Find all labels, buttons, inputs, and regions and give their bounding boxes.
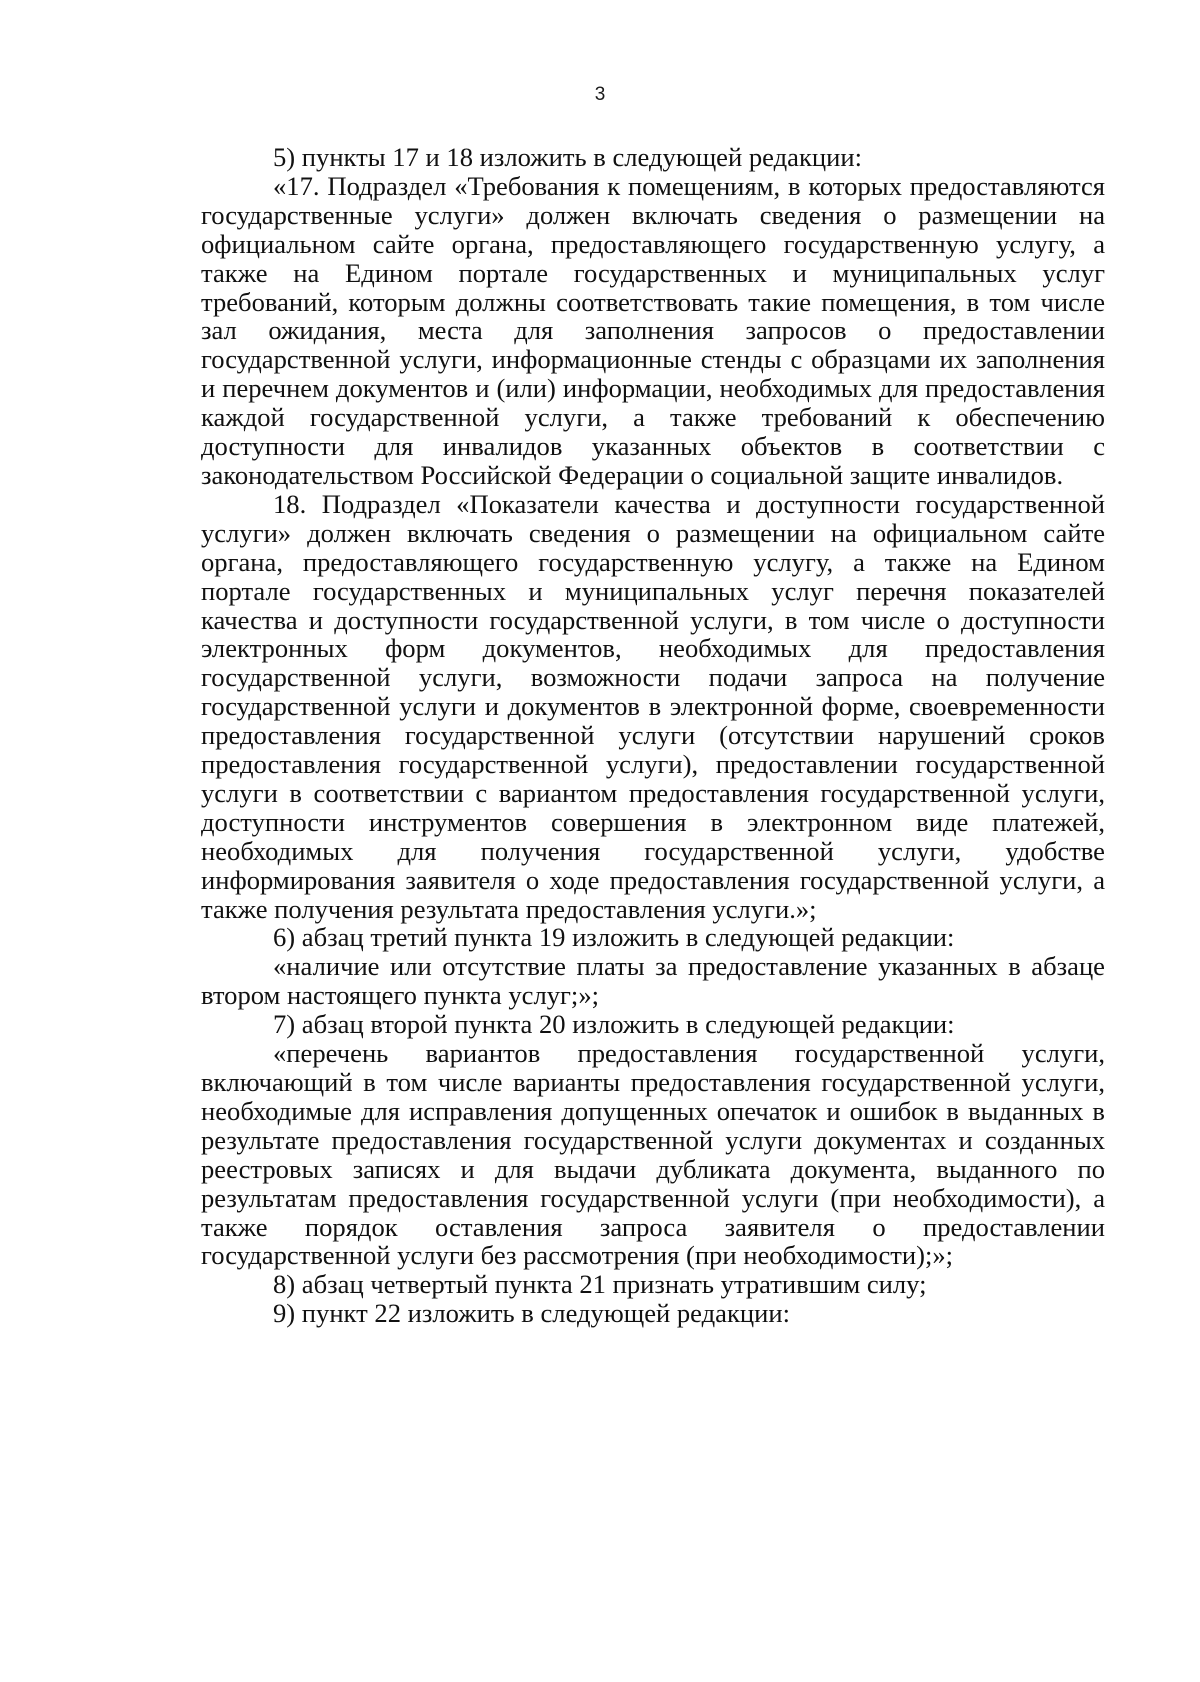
- paragraph-item-7-text: «перечень вариантов предоставления государственной услуги, включающий в том числе варианты предоставления государственной услуги, необходимые для исправления допущенных опечаток и ошибок в выданных в результате предоставления государственной услуги документах и созданных реестровых записях и для выдачи дубликата документа, выданного по результатам предоставления государственной услуги (при необходимости), а также порядок оставления запроса заявителя о предоставлении государственной услуги без рассмотрения (при необходимости);»;: [201, 1038, 1105, 1271]
- paragraph-item-6: 6) абзац третий пункта 19 изложить в следующей редакции:: [273, 922, 955, 953]
- page-number: 3: [594, 84, 606, 105]
- paragraph-item-8: 8) абзац четвертый пункта 21 признать утратившим силу;: [273, 1269, 927, 1300]
- paragraph-item-6-text: «наличие или отсутствие платы за предоставление указанных в абзаце втором настоящего пункта услуг;»;: [201, 951, 1105, 1011]
- document-body: [201, 143, 1105, 1328]
- paragraph-point-17: «17. Подраздел «Требования к помещениям, в которых предоставляются государственные услуги» должен включать сведения о размещении на официальном сайте органа, предоставляющего государственную услугу, а также на Едином портале государственных и муниципальных услуг требований, которым должны соответствовать такие помещения, в том числе зал ожидания, места для заполнения запросов о предоставлении государственной услуги, информационные стенды с образцами их заполнения и перечнем документов и (или) информации, необходимых для предоставления каждой государственной услуги, а также требований к обеспечению доступности для инвалидов указанных объектов в соответствии с законодательством Российской Федерации о социальной защите инвалидов.: [201, 170, 1105, 490]
- paragraph-point-18: 18. Подраздел «Показатели качества и доступности государственной услуги» должен включать сведения о размещении на официальном сайте органа, предоставляющего государственную услугу, а также на Едином портале государственных и муниципальных услуг перечня показателей качества и доступности государственной услуги, в том числе о доступности электронных форм документов, необходимых для предоставления государственной услуги, возможности подачи запроса на получение государственной услуги и документов в электронной форме, своевременности предоставления государственной услуги (отсутствии нарушений сроков предоставления государственной услуги), предоставлении государственной услуги в соответствии с вариантом предоставления государственной услуги, доступности инструментов совершения в электронном виде платежей, необходимых для получения государственной услуги, удобстве информирования заявителя о ходе предоставления государственной услуги, а также получения результата предоставления услуги.»;: [201, 488, 1105, 924]
- paragraph-item-5: 5) пункты 17 и 18 изложить в следующей редакции:: [273, 142, 862, 172]
- paragraph-item-9: 9) пункт 22 изложить в следующей редакции:: [273, 1298, 790, 1329]
- paragraph-item-7: 7) абзац второй пункта 20 изложить в следующей редакции:: [273, 1009, 955, 1040]
